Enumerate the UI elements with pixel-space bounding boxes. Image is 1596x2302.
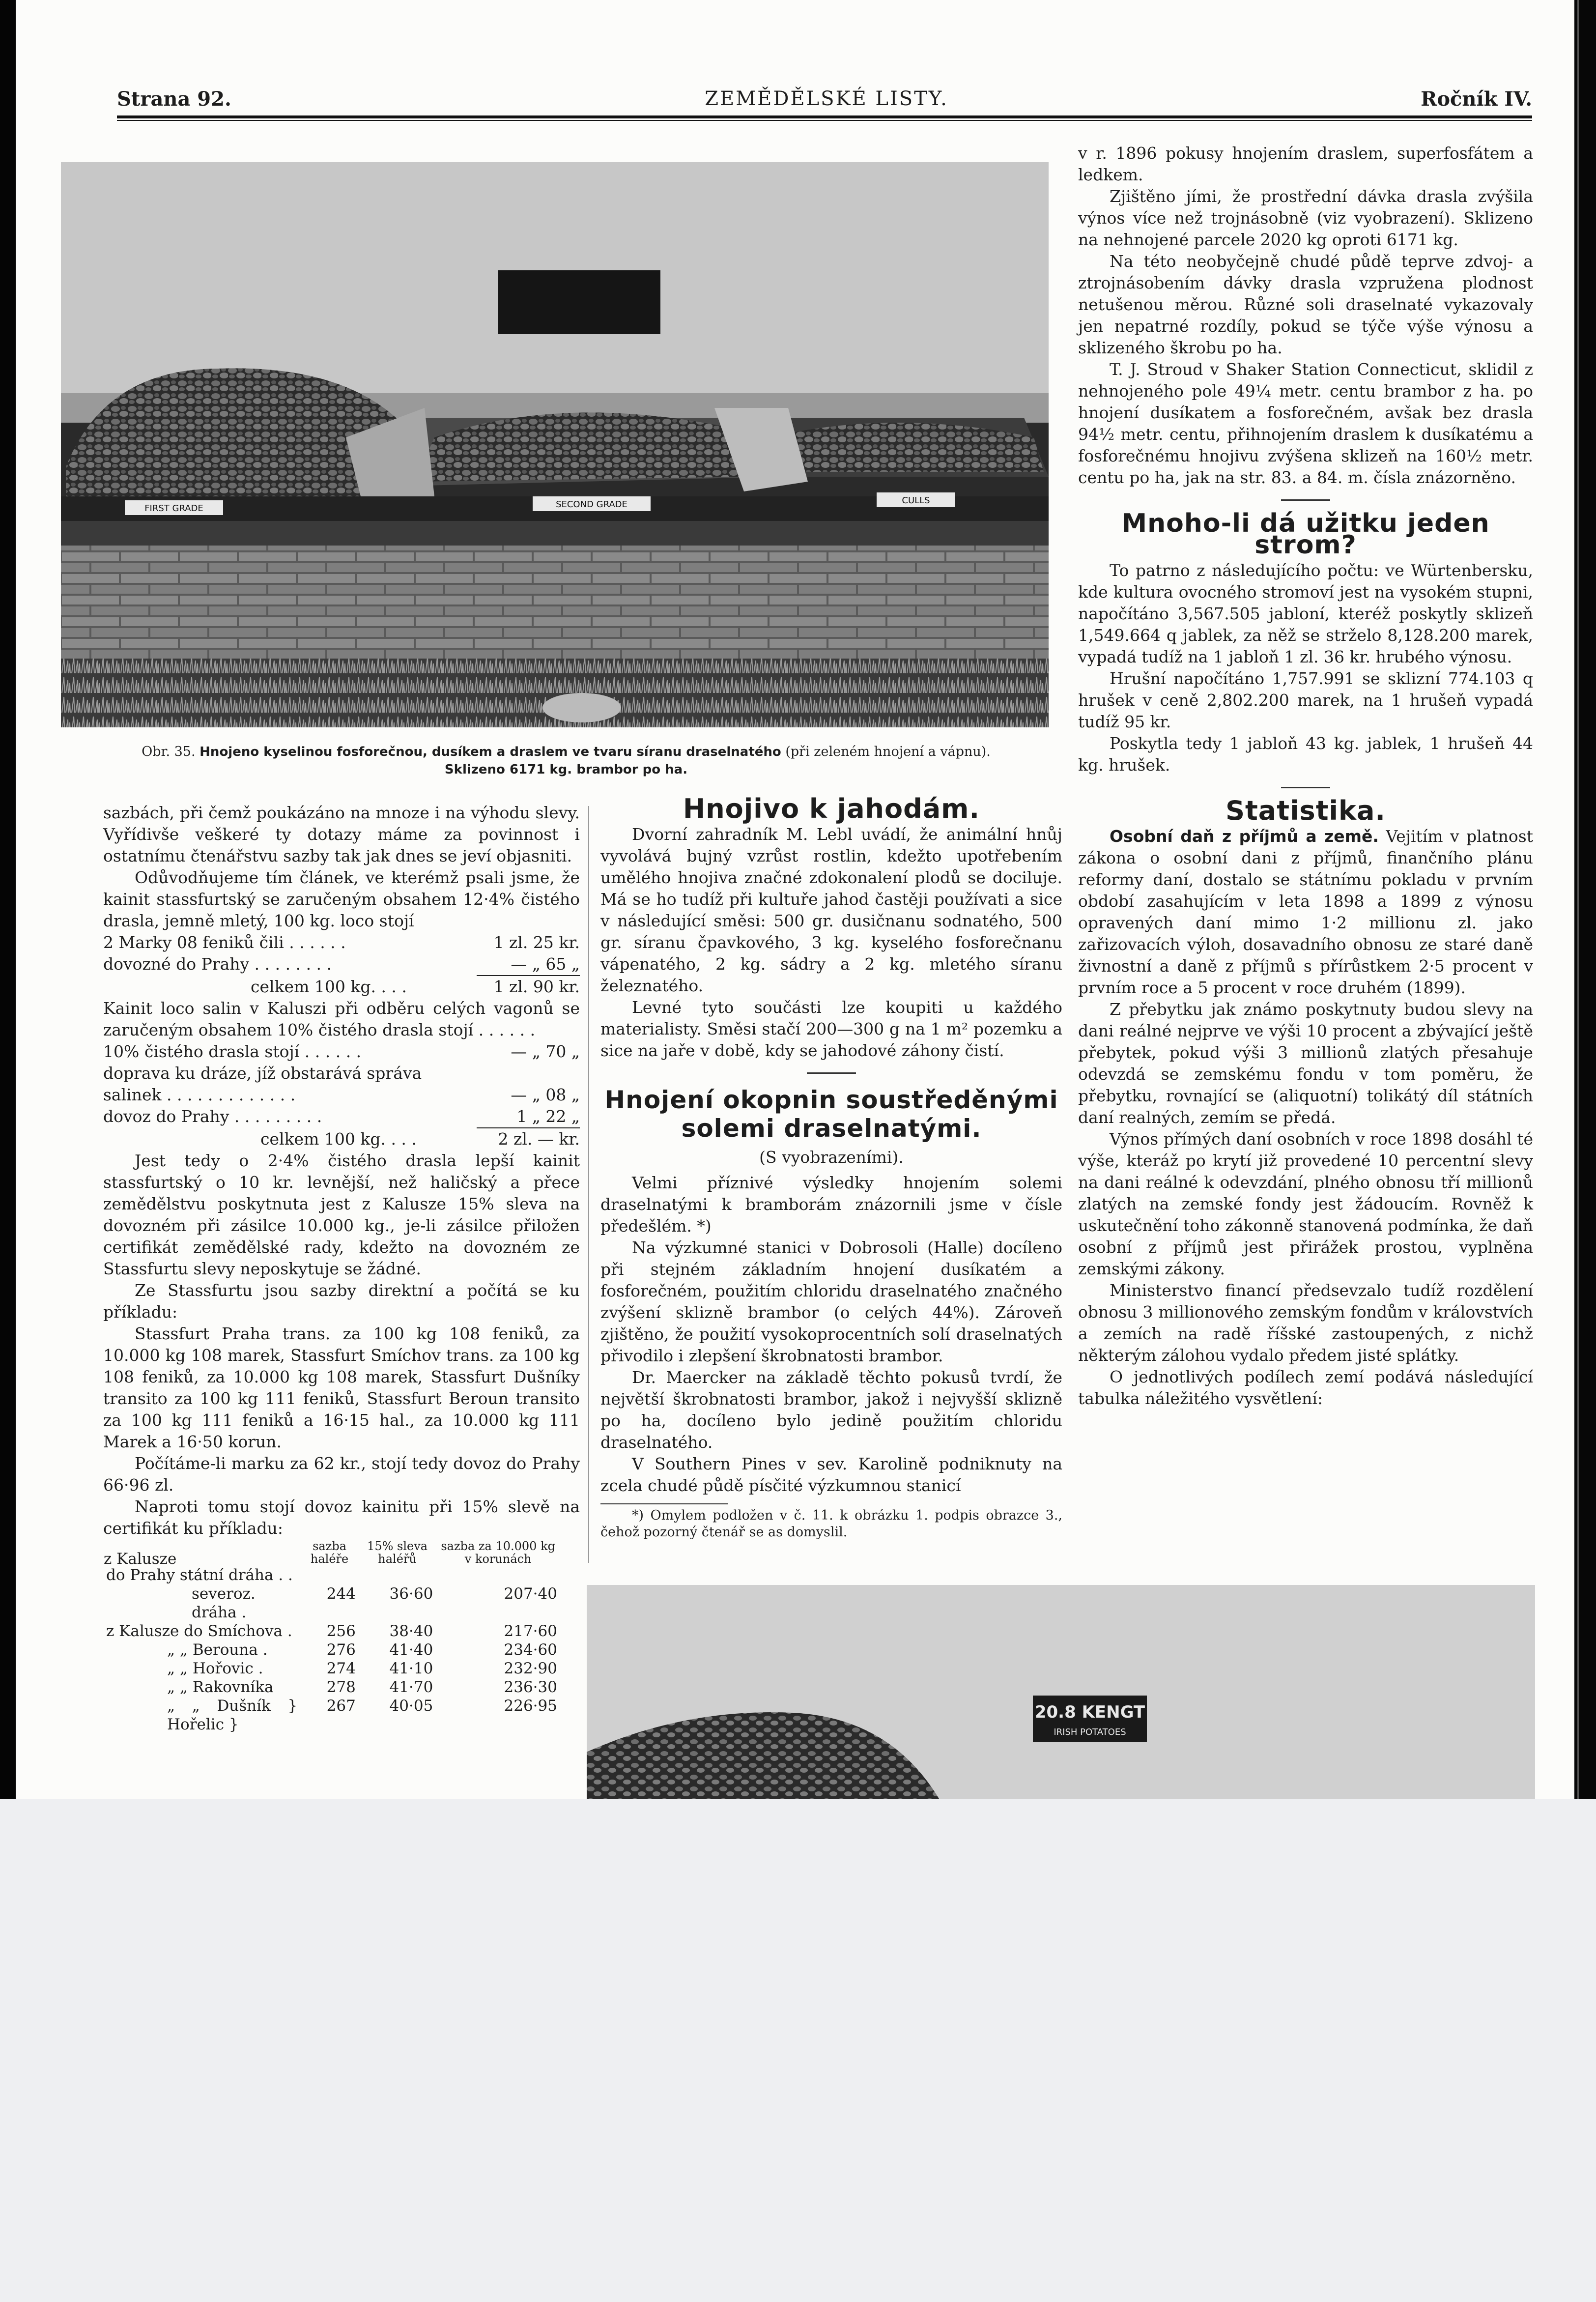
separator [1281, 787, 1330, 788]
figure1-caption [75, 743, 1057, 778]
table-row: „ „ Berouna . 276 41·40 234·60 [167, 1641, 557, 1659]
article-title-statistics: Statistika. [1226, 795, 1386, 826]
col2-para-1: Levné tyto součásti lze koupiti u každého materialisty. Směsi stačí 200—300 g na 1 m² pozemku a sice na jaře v době, kdy se jahodové záhony čistí. [600, 998, 1062, 1060]
photo-illustration-2 [587, 1585, 1535, 1799]
calc1-row-0: 2 Marky 08 feniků čili . . . . . . 1 zl. 25 kr. [103, 933, 580, 952]
sign-line1: 20.8 KENGT [1034, 1702, 1145, 1722]
col2-para-4: Dr. Maercker na základě těchto pokusů tvrdí, že největší škrobnatosti brambor, jakož i nejvyšší sklizně po ha, docíleno bylo jedině použitím chloridu draselnatého. [600, 1368, 1062, 1452]
calc1-row-1: dovozné do Prahy . . . . . . . . — „ 65 „ [103, 953, 580, 976]
calc2-row-2: salinek . . . . . . . . . . . . . — „ 08 „ [103, 1085, 580, 1104]
lead-bold: Osobní daň z příjmů a země. [1110, 827, 1379, 846]
footnote: *) Omylem podložen v č. 11. k obrázku 1. podpis obrazce 3., čehož pozorný čtenář se as domyslil. [600, 1508, 1062, 1540]
col3-para-10: O jednotlivých podílech zemí podává následující tabulka náležitého vysvětlení: [1078, 1367, 1533, 1408]
separator [1281, 499, 1330, 501]
col1-para-mid-1: Ze Stassfurtu jsou sazby direktní a počítá se ku příkladu: [103, 1281, 580, 1322]
caption-bold: Hnojeno kyselinou fosforečnou, dusíkem a draslem ve tvaru síranu draselnatého [200, 745, 781, 759]
table-row: do Prahy státní dráha . . 244 36·60 207·40 [106, 1566, 557, 1603]
table-row: „ „ Rakovníka 278 41·70 236·30 [167, 1678, 557, 1696]
header-rule-thin [117, 120, 1532, 121]
col2-para-5: V Southern Pines v sev. Karolině podniknuty na zcela chudé půdě písčité výzkumnou stanicí [600, 1454, 1062, 1495]
col2-para-2: Velmi příznivé výsledky hnojením solemi draselnatými k bramborám znázornili jsme v čísle předešlém. *) [600, 1173, 1062, 1236]
footnote-rule [600, 1503, 728, 1504]
journal-title: ZEMĚDĚLSKÉ LISTY. [705, 87, 948, 110]
col3-para-8: Výnos přímých daní osobních v roce 1898 dosáhl té výše, kteráž po krytí již provedené 10 percentní slevy na dani reálné k odevzdání, plného obnosu tří millionů zlatých na zemské fondy jest žádoucím. Rovněž k uskutečnění toho zákonně stanovená podmínka, že daň osobní z příjmů jest přirážek prostou, vyplněna zemskými zákony. [1078, 1129, 1533, 1278]
col3-para-9: Ministerstvo financí předsevzalo tudíž rozdělení obnosu 3 millionového zemským fondům v královstvích a zemích na radě říšské zastoupených, z nichž některým zálohou vydalo předem jisté splátky. [1078, 1281, 1533, 1365]
potato-crate-photo-2 [587, 1585, 1535, 1799]
col3-para-0: v r. 1896 pokusy hnojením draslem, superfosfátem a ledkem. [1078, 144, 1533, 184]
volume-label: Ročník IV. [1421, 87, 1532, 111]
article-title-tree: Mnoho-li dá užitku jeden strom? [1121, 509, 1490, 560]
table-row: „ „ Dušník } Hořelic } 267 40·05 226·95 [167, 1697, 557, 1733]
article-title-okopniny: Hnojení okopnin soustředěnými solemi draselnatými. [604, 1086, 1058, 1143]
column-right [1078, 143, 1533, 1410]
col2-para-3: Na výzkumné stanici v Dobrosoli (Halle) docíleno při stejném základním hnojení dusíkatém a fosforečném, použitím chloridu draselnatého značného zvýšení sklizně brambor (o celých 44%). Zároveň zjištěno, že použití vysokoprocentních solí draselnatých přivodilo i zlepšení škrobnatosti brambor. [600, 1238, 1062, 1365]
column-divider [588, 806, 589, 1563]
col1-para-mid-2: Stassfurt Praha trans. za 100 kg 108 feniků, za 10.000 kg 108 marek, Stassfurt Smíchov trans. za 100 kg 108 feniků, za 10.000 kg 108 marek, Stassfurt Dušníky transito za 100 kg 111 feniků, Stassfurt Beroun transito za 100 kg 111 feniků a 16·15 hal., za 10.000 kg 111 Marek a 16·50 korun. [103, 1324, 580, 1451]
scan-edge [1574, 0, 1596, 1799]
col1-para-kainit: Kainit loco salin v Kaluszi při odběru celých vagonů se zaručeným obsahem 10% čistého drasla stojí . . . . . . [103, 999, 580, 1039]
col3-para-3: T. J. Stroud v Shaker Station Connecticut, sklidil z nehnojeného pole 49¼ metr. centu brambor z ha. po hnojení dusíkatem a fosforečném, avšak bez drasla 94½ metr. centu, přihnojením draslem k dusíkatému a fosforečnému hnojivu zvýšena sklizeň na 160½ metr. centu po ha, jak na str. 83. a 84. m. čísla znázorněno. [1078, 360, 1533, 487]
col3-para-2: Na této neobyčejně chudé půdě teprve zdvoj- a ztrojnásobením dávky drasla vzpružena plodnost netušenou měrou. Různé soli draselnaté vykazovaly jen nepatrné rozdíly, pokud se týče výše výnosu a sklizeného škrobu po ha. [1078, 252, 1533, 357]
col3-para-5: Hrušní napočítáno 1,757.991 se sklizní 774.103 q hrušek v ceně 2,802.200 marek, na 1 hrušeň vypadá tudíž 95 kr. [1078, 669, 1533, 731]
header-rule [117, 115, 1532, 118]
table-row: severoz. dráha . [192, 1585, 256, 1621]
col1-para-mid-4: Naproti tomu stojí dovoz kainitu při 15% slevě na certifikát ku příkladu: [103, 1497, 580, 1538]
calc1-row-2: celkem 100 kg. . . . 1 zl. 90 kr. [251, 977, 580, 996]
photo-illustration [61, 162, 1049, 727]
col3-para-1: Zjištěno jími, že prostřední dávka drasla zvýšila výnos více než trojnásobně (viz vyobrazení). Sklizeno na nehnojené parcele 2020 kg oproti 6171 kg. [1078, 187, 1533, 249]
col1-para-0: sazbách, při čemž poukázáno na mnoze i na výhodu slevy. Vyřídivše veškeré ty dotazy máme za povinnost i ostatnímu čtenářstvu sazby tak jak dnes se jeví objasniti. [103, 803, 580, 865]
crate-label-second: SECOND GRADE [556, 499, 627, 510]
calc2-row-0: 10% čistého drasla stojí . . . . . . — „ 70 „ [103, 1042, 580, 1061]
calc2-row-3: dovoz do Prahy . . . . . . . . . 1 „ 22 „ [103, 1106, 580, 1128]
column-middle [600, 786, 1062, 1541]
caption-line2: Sklizeno 6171 kg. brambor po ha. [444, 762, 688, 777]
newspaper-page [16, 0, 1574, 1799]
col1-para-odduv: Odůvodňujeme tím článek, ve kterémž psali jsme, že kainit stassfurtský se zaručeným obsahem 12·4% čistého drasla, jemně mletý, 100 kg. loco stojí [103, 868, 580, 930]
article-title-strawberries: Hnojivo k jahodám. [683, 793, 980, 824]
caption-normal: (při zeleném hnojení a vápnu). [785, 744, 991, 759]
col3-para-4: To patrno z následujícího počtu: ve Würtenbersku, kde kultura ovocného stromoví jest na vysokém stupni, napočítáno 3,567.505 jabloní, kteréž poskytly sklizeň 1,549.664 q jablek, za něž se strželo 8,128.200 marek, vypadá tudíž na 1 jabloň 1 zl. 36 kr. hrubého výnosu. [1078, 561, 1533, 666]
caption-lead: Obr. 35. [142, 744, 196, 759]
table-row: z Kalusze do Smíchova . 256 38·40 217·60 [106, 1622, 557, 1640]
separator [807, 1072, 856, 1074]
article-subtitle: (S vyobrazeními). [759, 1148, 904, 1167]
table-header: z Kalusze sazba haléře 15% sleva haléřů sazba za 10.000 kg v korunách [104, 1539, 555, 1568]
lead-text: Vejitím v platnost zákona o osobní dani z příjmů, finančního plánu reformy daní, dostalo se státnímu pokladu v prvním období zasahujícím v leta 1898 a 1899 z výnosu opravených daní mimo 1·2 millionu zl. jako zařizovacích výloh, dosavadního obnosu ze staré daně živnostní a daně z příjmů s přírůstkem 2·5 procent v prvním roce a 5 procent v roce druhém (1899). [1078, 827, 1533, 997]
col3-para-6: Poskytla tedy 1 jabloň 43 kg. jablek, 1 hrušeň 44 kg. hrušek. [1078, 734, 1533, 775]
freight-table [103, 1539, 560, 1734]
crate-label-first: FIRST GRADE [144, 503, 203, 514]
sign-line2: IRISH POTATOES [1054, 1727, 1126, 1737]
col1-para-mid-0: Jest tedy o 2·4% čistého drasla lepší kainit stassfurtský o 10 kr. levnější, než haličský a přece zemědělstvu poskytnuta jest z Kalusze 15% sleva na dovozném při zásilce 10.000 kg., je-li zásilce přiložen certifikát zemědělské rady, kdežto na dovozném ze Stassfurtu slevy neposkytuje se žádné. [103, 1151, 580, 1278]
col2-para-0: Dvorní zahradník M. Lebl uvádí, že animální hnůj vyvolává bujný vzrůst rostlin, kdežto upotřebením umělého hnojiva značné zdokonalení plodů se dociluje. Má se ho tudíž při kultuře jahod častěji používati a sice v následující směsi: 500 gr. dusičnanu sodnatého, 500 gr. síranu čpavkového, 3 kg. kyselého fosforečnanu vápenatého, 2 kg. sádry a 2 kg. mletého síranu železnatého. [600, 825, 1062, 995]
crate-label-culls: CULLS [902, 495, 930, 506]
col1-para-mid-3: Počítáme-li marku za 62 kr., stojí tedy dovoz do Prahy 66·96 zl. [103, 1454, 580, 1495]
col3-para-7: Z přebytku jak známo poskytnuty budou slevy na dani reálné nejprve ve výši 10 procent a zbývající ještě přebytek, pokud výši 3 millionů zlatých přesahuje odevzdá se zemskému fondu v tom poměru, že přebytku, rovnající se (aliquotní) tolikátý díl státních daní realných, zemím se předá. [1078, 1000, 1533, 1127]
col3-lead-para [1078, 826, 1533, 999]
table-row: „ „ Hořovic . 274 41·10 232·90 [167, 1660, 557, 1677]
calc2-row-4: celkem 100 kg. . . . 2 zl. — kr. [260, 1129, 580, 1149]
potato-crates-photo [61, 162, 1049, 727]
calc2-row-1: doprava ku dráze, jíž obstarává správa [103, 1064, 422, 1083]
page-number: Strana 92. [117, 87, 231, 111]
column-left [103, 802, 580, 1734]
